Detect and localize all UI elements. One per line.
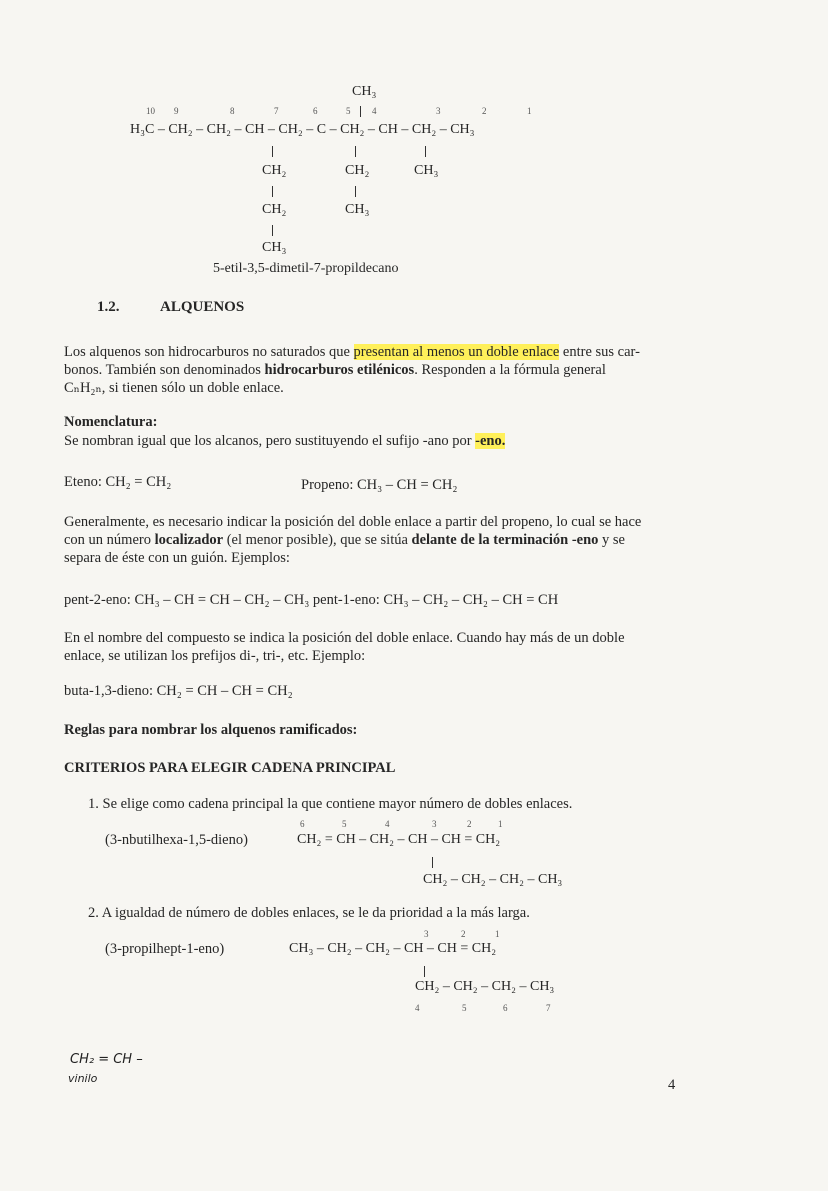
rule-2-text: 2. A igualdad de número de dobles enlaces, se le da prioridad a la más larga. (88, 905, 530, 921)
propeno-formula: Propeno: CH₃ – CH = CH₂ (301, 477, 458, 493)
nomenclature-title: Nomenclatura: (64, 414, 158, 430)
carbon-number: 4 (385, 819, 390, 829)
section-number: 1.2. (97, 299, 120, 315)
rule-1-text: 1. Se elige como cadena principal la que contiene mayor número de dobles enlaces. (88, 796, 573, 812)
multiple-line-2: enlace, se utilizan los prefijos di-, tri-, etc. Ejemplo: (64, 648, 366, 664)
carbon-number: 7 (546, 1003, 551, 1013)
rule-1-chain: CH₂ = CH – CH₂ – CH – CH = CH₂ (297, 832, 501, 847)
rule-1-compound-name: (3-nbutilhexa-1,5-dieno) (105, 832, 248, 848)
carbon-number: 10 (146, 106, 155, 116)
carbon-number: 4 (372, 106, 377, 116)
carbon-number: 6 (300, 819, 305, 829)
intro-line-1 (64, 344, 640, 361)
intro-text: bonos. También son denominados (64, 362, 265, 378)
carbon-number: 5 (346, 106, 351, 116)
compound-name: 5-etil-3,5-dimetil-7-propildecano (213, 261, 399, 276)
bond-vertical (355, 144, 356, 162)
intro-line-2 (64, 362, 606, 379)
rule-2-branch: CH₂ – CH₂ – CH₂ – CH₃ (415, 979, 555, 994)
nomenclature-text (64, 433, 505, 450)
substituent-c7: CH₂ (262, 163, 287, 178)
bond-vertical (272, 184, 273, 202)
carbon-number: 1 (495, 929, 500, 939)
carbon-number: 6 (503, 1003, 508, 1013)
bold-term: hidrocarburos etilénicos (264, 362, 415, 378)
carbon-number: 5 (462, 1003, 467, 1013)
eteno-formula: Eteno: CH₂ = CH₂ (64, 474, 172, 490)
carbon-number: 9 (174, 106, 179, 116)
highlighted-text: presentan al menos un doble enlace (353, 344, 560, 360)
localizer-line-3: separa de éste con un guión. Ejemplos: (64, 550, 290, 566)
intro-line-3: CₙH₂ₙ, si tienen sólo un doble enlace. (64, 380, 284, 396)
bond-vertical (432, 855, 433, 873)
rules-title: Reglas para nombrar los alquenos ramificados: (64, 722, 358, 738)
bond-vertical (425, 144, 426, 162)
suffix-highlight: -eno. (475, 433, 506, 449)
localizer-line-2 (64, 532, 625, 549)
carbon-number: 5 (342, 819, 347, 829)
carbon-number: 4 (415, 1003, 420, 1013)
handwritten-note: CH₂ = CH – (70, 1052, 143, 1067)
intro-text: entre sus car- (559, 344, 640, 360)
carbon-number: 3 (432, 819, 437, 829)
carbon-number: 2 (467, 819, 472, 829)
pentene-examples: pent-2-eno: CH₃ – CH = CH – CH₂ – CH₃ pent-1-eno: CH₃ – CH₂ – CH₂ – CH = CH (64, 592, 559, 608)
localizer-text: con un número (64, 532, 155, 548)
substituent-c7: CH₂ (262, 202, 287, 217)
carbon-number: 1 (527, 106, 532, 116)
intro-text: . Responden a la fórmula general (414, 362, 606, 378)
bond-vertical (360, 104, 361, 122)
localizer-text: (el menor posible), que se sitúa (223, 532, 408, 548)
carbon-number: 3 (424, 929, 429, 939)
bold-term: localizador (154, 532, 224, 548)
substituent-c7: CH₃ (262, 240, 287, 255)
criteria-title: CRITERIOS PARA ELEGIR CADENA PRINCIPAL (64, 760, 396, 776)
bond-vertical (272, 144, 273, 162)
bond-vertical (355, 184, 356, 202)
page-number: 4 (668, 1077, 676, 1093)
butadiene-example: buta-1,3-dieno: CH₂ = CH – CH = CH₂ (64, 683, 293, 699)
carbon-number: 6 (313, 106, 318, 116)
multiple-line-1: En el nombre del compuesto se indica la posición del doble enlace. Cuando hay más de un doble (64, 630, 625, 646)
substituent-c3: CH₃ (414, 163, 439, 178)
carbon-number: 8 (230, 106, 235, 116)
rule-2-compound-name: (3-propilhept-1-eno) (105, 941, 225, 957)
main-chain: H₃C – CH₂ – CH₂ – CH – CH₂ – C – CH₂ – CH – CH₂ – CH₃ (130, 122, 475, 137)
branch-top-ch3: CH₃ (352, 84, 377, 99)
localizer-text: y se (598, 532, 625, 548)
nomenclature-sentence: Se nombran igual que los alcanos, pero sustituyendo el sufijo -ano por (64, 433, 476, 449)
intro-text: Los alquenos son hidrocarburos no saturados que (64, 344, 354, 360)
carbon-number: 1 (498, 819, 503, 829)
handwritten-note-vinilo: vinilo (68, 1072, 98, 1085)
carbon-number: 2 (482, 106, 487, 116)
rule-2-chain: CH₃ – CH₂ – CH₂ – CH – CH = CH₂ (289, 941, 497, 956)
carbon-number: 3 (436, 106, 441, 116)
bold-term: delante de la terminación -eno (407, 532, 599, 548)
substituent-c5: CH₃ (345, 202, 370, 217)
section-title: ALQUENOS (160, 299, 245, 315)
carbon-number: 7 (274, 106, 279, 116)
bond-vertical (272, 223, 273, 241)
rule-1-branch: CH₂ – CH₂ – CH₂ – CH₃ (423, 872, 563, 887)
substituent-c5: CH₂ (345, 163, 370, 178)
localizer-line-1: Generalmente, es necesario indicar la posición del doble enlace a partir del propeno, lo cual se hace (64, 514, 642, 530)
carbon-number: 2 (461, 929, 466, 939)
